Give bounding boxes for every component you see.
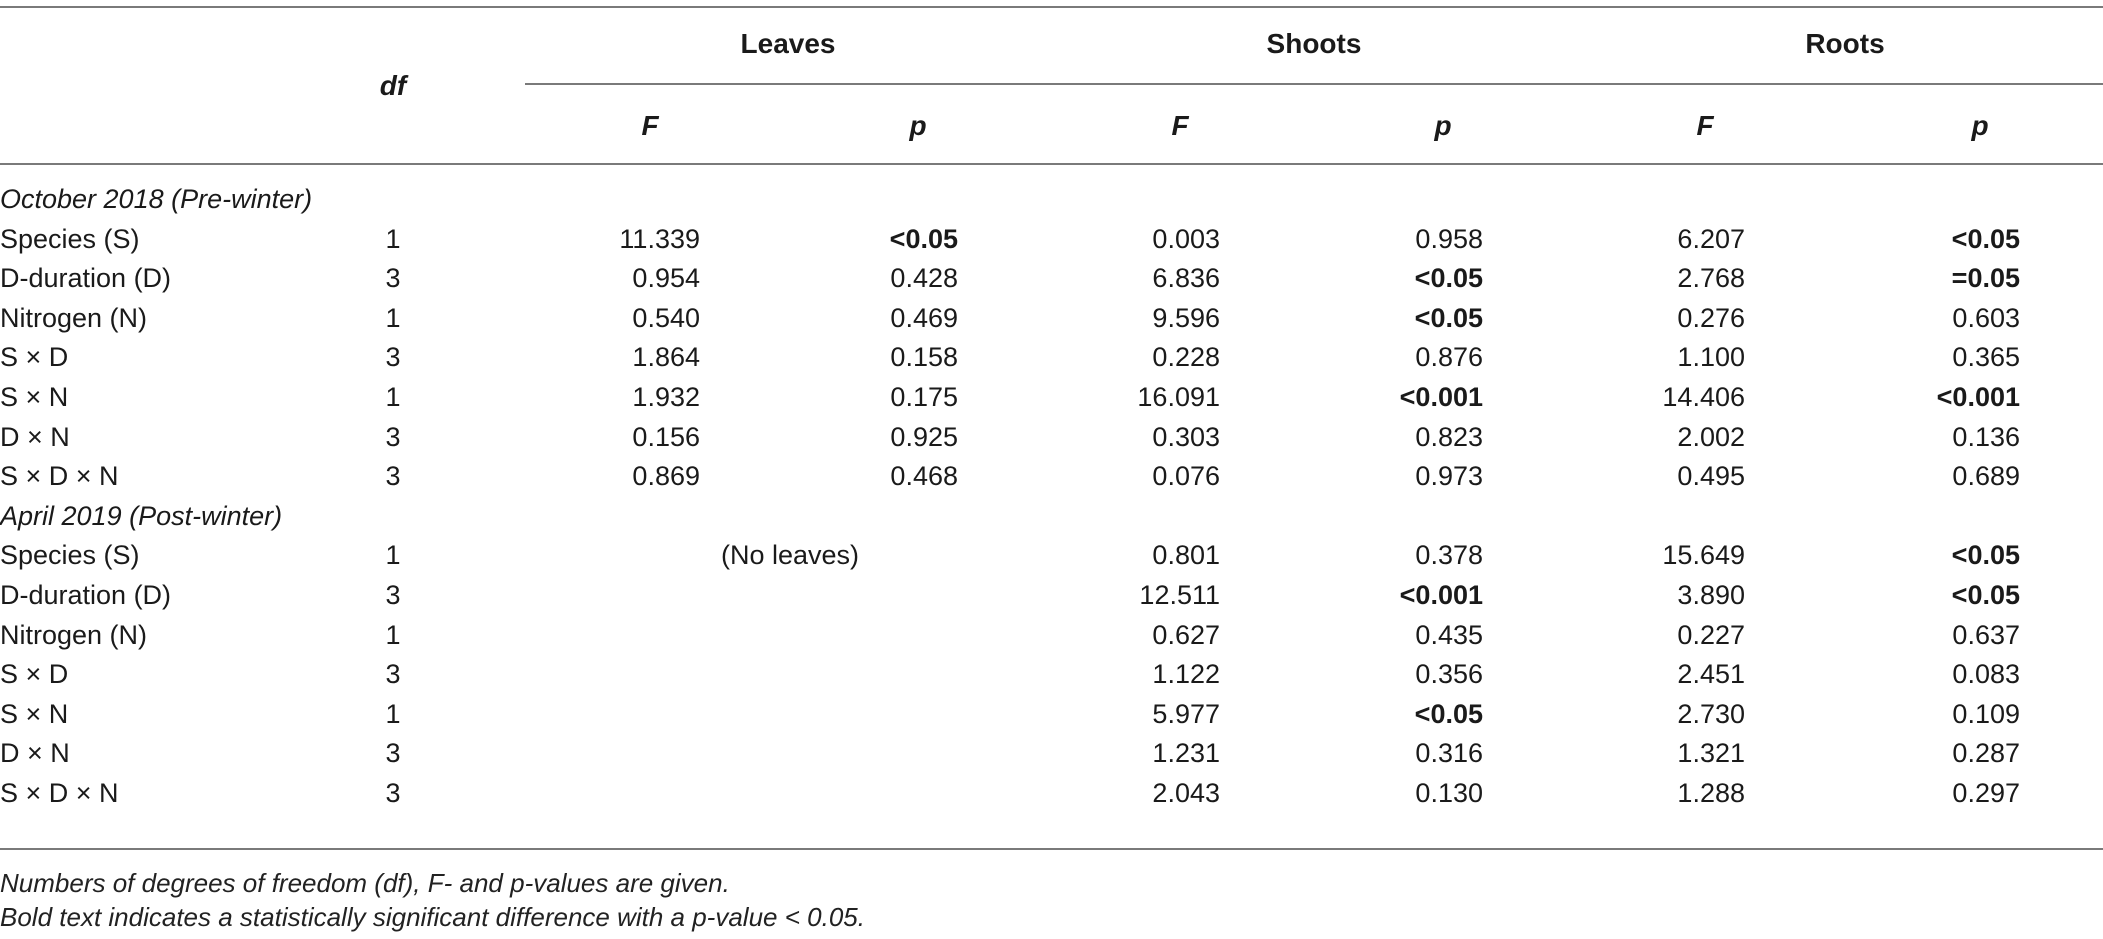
roots-p-cell: =0.05: [1951, 263, 2020, 294]
row-label: Species (S): [0, 223, 140, 254]
shoots-f-cell: 12.511: [1139, 579, 1220, 610]
roots-f-cell: 3.890: [1677, 579, 1745, 610]
shoots-f-cell: 2.043: [1152, 777, 1220, 808]
shoots-f-cell: 16.091: [1137, 381, 1220, 412]
row-label: D-duration (D): [0, 579, 172, 610]
roots-p-cell: 0.365: [1952, 342, 2020, 373]
df-cell: 1: [385, 540, 401, 571]
roots-f-cell: 0.276: [1677, 302, 1745, 333]
row-label: D × N: [0, 421, 70, 452]
leaves-f-cell: 1.932: [632, 381, 700, 412]
table-top-rule: [0, 6, 2103, 8]
section-title: April 2019 (Post-winter): [0, 500, 283, 531]
df-cell: 1: [385, 619, 401, 650]
table-row: [0, 655, 2103, 695]
shoots-f-cell: 1.231: [1152, 738, 1220, 769]
table-row: [0, 695, 2103, 735]
leaves-p-cell: 0.158: [890, 342, 958, 373]
shoots-p-cell: <0.05: [1414, 302, 1483, 333]
roots-f-cell: 6.207: [1677, 223, 1745, 254]
table-row: [0, 338, 2103, 378]
table-row: [0, 457, 2103, 497]
row-label: S × D: [0, 659, 69, 690]
section-title: October 2018 (Pre-winter): [0, 184, 313, 214]
roots-p-cell: 0.083: [1952, 659, 2020, 690]
row-label: Species (S): [0, 540, 140, 571]
df-cell: 1: [385, 698, 401, 729]
df-cell: 3: [385, 342, 401, 373]
roots-f-cell: 0.495: [1677, 461, 1745, 492]
roots-p-cell: <0.05: [1951, 579, 2020, 610]
shoots-p-cell: 0.435: [1415, 619, 1483, 650]
table-row: [0, 774, 2103, 814]
section-title-row: [0, 180, 2103, 220]
roots-p-cell: <0.001: [1936, 381, 2020, 412]
roots-p-cell: <0.05: [1951, 540, 2020, 571]
leaves-p-cell: 0.925: [890, 421, 958, 452]
shoots-p-cell: 0.823: [1415, 421, 1483, 452]
roots-f-cell: 1.100: [1677, 342, 1745, 373]
row-label: D-duration (D): [0, 263, 172, 294]
roots-p-cell: 0.689: [1952, 461, 2020, 492]
shoots-f-cell: 0.076: [1152, 461, 1220, 492]
shoots-f-cell: 0.627: [1152, 619, 1220, 650]
shoots-group-header: Shoots: [1266, 28, 1362, 59]
roots-p-cell: <0.05: [1951, 223, 2020, 254]
table-row: [0, 378, 2103, 418]
leaves-p-cell: 0.469: [890, 302, 958, 333]
df-cell: 3: [385, 461, 401, 492]
roots-f-cell: 2.451: [1677, 659, 1745, 690]
roots-f-cell: 15.649: [1662, 540, 1745, 571]
shoots-p-cell: <0.05: [1414, 263, 1483, 294]
df-cell: 3: [385, 579, 401, 610]
shoots-p-cell: <0.001: [1399, 579, 1483, 610]
table-row: [0, 536, 2103, 576]
footnote-bold: Bold text indicates a statistically significant difference with a p-value < 0.05.: [0, 902, 865, 932]
row-label: S × D × N: [0, 461, 119, 492]
df-cell: 3: [385, 421, 401, 452]
shoots-f-cell: 0.303: [1152, 421, 1220, 452]
leaves-f-cell: 1.864: [632, 342, 700, 373]
shoots-f-cell: 5.977: [1152, 698, 1220, 729]
shoots-p-cell: 0.316: [1415, 738, 1483, 769]
table-row: [0, 259, 2103, 299]
shoots-f-cell: 6.836: [1152, 263, 1220, 294]
no-leaves-note: (No leaves): [720, 540, 860, 571]
shoots-f-cell: 0.228: [1152, 342, 1220, 373]
table-row: [0, 299, 2103, 339]
row-label: S × N: [0, 698, 69, 729]
table-row: [0, 220, 2103, 260]
df-cell: 3: [385, 738, 401, 769]
shoots-p-cell: 0.958: [1415, 223, 1483, 254]
leaves-p-cell: 0.428: [890, 263, 958, 294]
shoots-f-cell: 0.801: [1152, 540, 1220, 571]
row-label: D × N: [0, 738, 70, 769]
shoots-p-cell: 0.973: [1415, 461, 1483, 492]
row-label: Nitrogen (N): [0, 619, 148, 650]
roots-f-cell: 2.730: [1677, 698, 1745, 729]
table-row: [0, 418, 2103, 458]
shoots-f-header: F: [1171, 110, 1189, 141]
roots-p-cell: 0.287: [1952, 738, 2020, 769]
table-bottom-rule: [0, 848, 2103, 850]
shoots-p-cell: 0.356: [1415, 659, 1483, 690]
df-cell: 3: [385, 659, 401, 690]
header-bottom-rule: [0, 163, 2103, 165]
shoots-p-cell: 0.130: [1415, 777, 1483, 808]
df-column-header: df: [379, 70, 407, 101]
roots-f-cell: 2.768: [1677, 263, 1745, 294]
leaves-f-cell: 0.954: [632, 263, 700, 294]
leaves-f-cell: 0.156: [632, 421, 700, 452]
row-label: S × D × N: [0, 777, 119, 808]
roots-p-cell: 0.603: [1952, 302, 2020, 333]
roots-f-cell: 0.227: [1677, 619, 1745, 650]
leaves-p-cell: 0.468: [890, 461, 958, 492]
roots-p-cell: 0.297: [1952, 777, 2020, 808]
table-body: [0, 180, 2103, 814]
table-row: [0, 734, 2103, 774]
leaves-f-header: F: [641, 110, 659, 141]
roots-group-header: Roots: [1805, 28, 1885, 59]
df-cell: 1: [385, 223, 401, 254]
footnote-df: Numbers of degrees of freedom (df), F- and p-values are given.: [0, 868, 730, 898]
roots-f-cell: 1.321: [1677, 738, 1745, 769]
roots-f-header: F: [1696, 110, 1714, 141]
df-cell: 1: [385, 381, 401, 412]
leaves-f-cell: 0.869: [632, 461, 700, 492]
table-row: [0, 616, 2103, 656]
roots-f-cell: 14.406: [1662, 381, 1745, 412]
shoots-f-cell: 1.122: [1152, 659, 1220, 690]
roots-f-cell: 2.002: [1677, 421, 1745, 452]
roots-p-cell: 0.637: [1952, 619, 2020, 650]
shoots-p-cell: 0.876: [1415, 342, 1483, 373]
row-label: Nitrogen (N): [0, 302, 148, 333]
shoots-p-cell: <0.05: [1414, 698, 1483, 729]
leaves-p-header: p: [909, 110, 927, 141]
df-cell: 3: [385, 777, 401, 808]
row-label: S × N: [0, 381, 69, 412]
row-label: S × D: [0, 342, 69, 373]
leaves-f-cell: 0.540: [632, 302, 700, 333]
shoots-p-cell: <0.001: [1399, 381, 1483, 412]
group-header-underline: [525, 83, 2103, 85]
df-cell: 1: [385, 302, 401, 333]
df-cell: 3: [385, 263, 401, 294]
table-row: [0, 576, 2103, 616]
leaves-f-cell: 11.339: [619, 223, 700, 254]
leaves-p-cell: 0.175: [890, 381, 958, 412]
leaves-group-header: Leaves: [740, 28, 836, 59]
roots-p-cell: 0.136: [1952, 421, 2020, 452]
roots-p-cell: 0.109: [1952, 698, 2020, 729]
section-title-row: [0, 497, 2103, 537]
leaves-p-cell: <0.05: [889, 223, 958, 254]
shoots-p-header: p: [1434, 110, 1452, 141]
shoots-f-cell: 9.596: [1152, 302, 1220, 333]
roots-f-cell: 1.288: [1677, 777, 1745, 808]
roots-p-header: p: [1971, 110, 1989, 141]
shoots-p-cell: 0.378: [1415, 540, 1483, 571]
shoots-f-cell: 0.003: [1152, 223, 1220, 254]
